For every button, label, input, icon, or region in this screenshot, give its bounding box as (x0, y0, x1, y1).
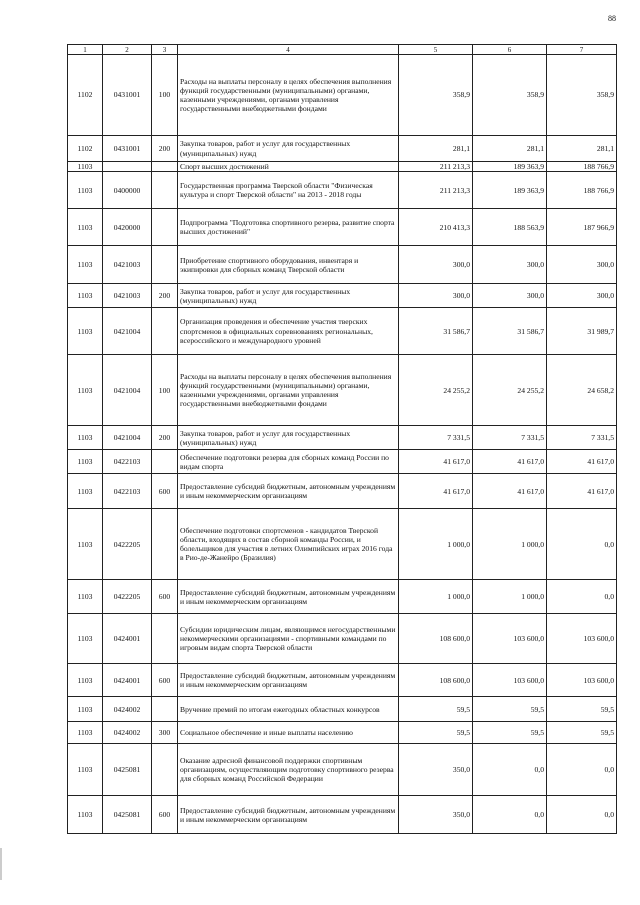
item-description: Расходы на выплаты персоналу в целях обеспечения выполнения функций государственными (муниципальными) органами, казенными учреждениями, органами управления государственными внебюджетными фондами (178, 55, 399, 136)
table-row (68, 796, 617, 834)
col-header-2: 2 (103, 45, 152, 55)
header-row (68, 45, 617, 55)
amount-col-5: 1 000,0 (399, 580, 473, 614)
amount-col-5: 350,0 (399, 744, 473, 796)
section-code: 1103 (68, 474, 103, 509)
amount-col-5: 211 213,3 (399, 172, 473, 209)
table-row (68, 509, 617, 580)
expense-type-code: 200 (152, 284, 178, 308)
expense-type-code: 600 (152, 664, 178, 697)
table-row (68, 614, 617, 664)
target-code: 0422103 (103, 450, 152, 474)
target-code: 0422205 (103, 509, 152, 580)
section-code: 1103 (68, 664, 103, 697)
amount-col-6: 0,0 (473, 796, 547, 834)
table-row (68, 55, 617, 136)
amount-col-6: 189 363,9 (473, 162, 547, 172)
amount-col-7: 300,0 (547, 284, 617, 308)
amount-col-6: 7 331,5 (473, 426, 547, 450)
amount-col-7: 103 600,0 (547, 614, 617, 664)
col-header-4: 4 (178, 45, 399, 55)
amount-col-6: 103 600,0 (473, 664, 547, 697)
section-code: 1103 (68, 308, 103, 355)
section-code: 1103 (68, 426, 103, 450)
section-code: 1103 (68, 744, 103, 796)
item-description: Организация проведения и обеспечение участия тверских спортсменов в официальных соревнованиях региональных, всероссийского и международного уровней (178, 308, 399, 355)
item-description: Предоставление субсидий бюджетным, автономным учреждениям и иным некоммерческим организациям (178, 474, 399, 509)
amount-col-5: 41 617,0 (399, 474, 473, 509)
col-header-7: 7 (547, 45, 617, 55)
item-description: Государственная программа Тверской области "Физическая культура и спорт Тверской области" на 2013 - 2018 годы (178, 172, 399, 209)
amount-col-5: 211 213,3 (399, 162, 473, 172)
expense-type-code (152, 308, 178, 355)
amount-col-6: 188 563,9 (473, 209, 547, 246)
amount-col-7: 281,1 (547, 136, 617, 162)
target-code: 0421003 (103, 284, 152, 308)
target-code: 0421004 (103, 308, 152, 355)
amount-col-7: 24 658,2 (547, 355, 617, 426)
table-row (68, 450, 617, 474)
amount-col-7: 188 766,9 (547, 172, 617, 209)
amount-col-6: 24 255,2 (473, 355, 547, 426)
item-description: Обеспечение подготовки резерва для сборных команд России по видам спорта (178, 450, 399, 474)
amount-col-6: 59,5 (473, 722, 547, 744)
amount-col-5: 281,1 (399, 136, 473, 162)
amount-col-5: 358,9 (399, 55, 473, 136)
item-description: Приобретение спортивного оборудования, инвентаря и экипировки для сборных команд Тверской области (178, 246, 399, 284)
amount-col-5: 300,0 (399, 246, 473, 284)
amount-col-6: 41 617,0 (473, 474, 547, 509)
amount-col-7: 103 600,0 (547, 664, 617, 697)
amount-col-5: 7 331,5 (399, 426, 473, 450)
amount-col-5: 31 586,7 (399, 308, 473, 355)
amount-col-5: 210 413,3 (399, 209, 473, 246)
expense-type-code: 600 (152, 796, 178, 834)
target-code: 0421004 (103, 355, 152, 426)
table-row (68, 697, 617, 722)
amount-col-6: 1 000,0 (473, 580, 547, 614)
table-row (68, 136, 617, 162)
amount-col-7: 358,9 (547, 55, 617, 136)
table-row (68, 722, 617, 744)
expense-type-code: 600 (152, 474, 178, 509)
item-description: Предоставление субсидий бюджетным, автономным учреждениям и иным некоммерческим организациям (178, 580, 399, 614)
amount-col-7: 59,5 (547, 722, 617, 744)
section-code: 1103 (68, 722, 103, 744)
expense-type-code (152, 614, 178, 664)
amount-col-6: 300,0 (473, 246, 547, 284)
section-code: 1103 (68, 355, 103, 426)
amount-col-7: 41 617,0 (547, 450, 617, 474)
table-row (68, 355, 617, 426)
amount-col-7: 41 617,0 (547, 474, 617, 509)
amount-col-6: 1 000,0 (473, 509, 547, 580)
amount-col-5: 24 255,2 (399, 355, 473, 426)
item-description: Закупка товаров, работ и услуг для государственных (муниципальных) нужд (178, 136, 399, 162)
amount-col-6: 103 600,0 (473, 614, 547, 664)
amount-col-7: 0,0 (547, 580, 617, 614)
amount-col-5: 59,5 (399, 697, 473, 722)
table-row (68, 426, 617, 450)
target-code: 0420000 (103, 209, 152, 246)
expense-type-code (152, 209, 178, 246)
section-code: 1103 (68, 450, 103, 474)
section-code: 1103 (68, 209, 103, 246)
item-description: Субсидии юридическим лицам, являющимся негосударственными некоммерческими организациями - спортивными командами по игровым видам спорта Тверской области (178, 614, 399, 664)
amount-col-6: 41 617,0 (473, 450, 547, 474)
section-code: 1103 (68, 284, 103, 308)
target-code: 0425081 (103, 796, 152, 834)
expense-type-code (152, 697, 178, 722)
amount-col-7: 59,5 (547, 697, 617, 722)
target-code: 0431001 (103, 55, 152, 136)
table-row (68, 246, 617, 284)
target-code: 0421003 (103, 246, 152, 284)
amount-col-7: 0,0 (547, 744, 617, 796)
expense-type-code (152, 450, 178, 474)
amount-col-6: 189 363,9 (473, 172, 547, 209)
table-row (68, 162, 617, 172)
amount-col-7: 31 989,7 (547, 308, 617, 355)
target-code: 0424001 (103, 614, 152, 664)
amount-col-6: 300,0 (473, 284, 547, 308)
section-code: 1103 (68, 172, 103, 209)
item-description: Закупка товаров, работ и услуг для государственных (муниципальных) нужд (178, 426, 399, 450)
table-row (68, 209, 617, 246)
amount-col-7: 0,0 (547, 509, 617, 580)
amount-col-6: 281,1 (473, 136, 547, 162)
target-code: 0424002 (103, 697, 152, 722)
target-code (103, 162, 152, 172)
item-description: Предоставление субсидий бюджетным, автономным учреждениям и иным некоммерческим организациям (178, 664, 399, 697)
target-code: 0421004 (103, 426, 152, 450)
table-row (68, 474, 617, 509)
target-code: 0431001 (103, 136, 152, 162)
item-description: Социальное обеспечение и иные выплаты населению (178, 722, 399, 744)
scan-edge-mark (0, 848, 2, 880)
amount-col-7: 187 966,9 (547, 209, 617, 246)
expense-type-code: 600 (152, 580, 178, 614)
item-description: Обеспечение подготовки спортсменов - кандидатов Тверской области, входящих в состав сборной команды России, и болельщиков для участия в летних Олимпийских играх 2016 года в Рио-де-Жанейро (Бразилия) (178, 509, 399, 580)
amount-col-6: 59,5 (473, 697, 547, 722)
section-code: 1103 (68, 509, 103, 580)
expense-type-code (152, 509, 178, 580)
amount-col-5: 300,0 (399, 284, 473, 308)
item-description: Подпрограмма "Подготовка спортивного резерва, развитие спорта высших достижений" (178, 209, 399, 246)
section-code: 1103 (68, 246, 103, 284)
amount-col-5: 41 617,0 (399, 450, 473, 474)
amount-col-5: 108 600,0 (399, 664, 473, 697)
section-code: 1102 (68, 136, 103, 162)
col-header-1: 1 (68, 45, 103, 55)
amount-col-7: 188 766,9 (547, 162, 617, 172)
table-row (68, 580, 617, 614)
table-row (68, 284, 617, 308)
table-row (68, 308, 617, 355)
col-header-6: 6 (473, 45, 547, 55)
expense-type-code: 200 (152, 426, 178, 450)
expense-type-code (152, 172, 178, 209)
expense-type-code: 200 (152, 136, 178, 162)
item-description: Спорт высших достижений (178, 162, 399, 172)
item-description: Предоставление субсидий бюджетным, автономным учреждениям и иным некоммерческим организациям (178, 796, 399, 834)
expense-type-code: 100 (152, 55, 178, 136)
item-description: Вручение премий по итогам ежегодных областных конкурсов (178, 697, 399, 722)
page-number: 88 (608, 14, 616, 23)
amount-col-7: 7 331,5 (547, 426, 617, 450)
section-code: 1103 (68, 614, 103, 664)
amount-col-6: 31 586,7 (473, 308, 547, 355)
budget-table (67, 44, 617, 834)
expense-type-code: 100 (152, 355, 178, 426)
amount-col-5: 350,0 (399, 796, 473, 834)
target-code: 0422103 (103, 474, 152, 509)
amount-col-5: 59,5 (399, 722, 473, 744)
section-code: 1103 (68, 162, 103, 172)
item-description: Закупка товаров, работ и услуг для государственных (муниципальных) нужд (178, 284, 399, 308)
section-code: 1103 (68, 580, 103, 614)
item-description: Расходы на выплаты персоналу в целях обеспечения выполнения функций государственными (муниципальными) органами, казенными учреждениями, органами управления государственными внебюджетными фондами (178, 355, 399, 426)
amount-col-7: 300,0 (547, 246, 617, 284)
expense-type-code (152, 162, 178, 172)
expense-type-code (152, 246, 178, 284)
col-header-3: 3 (152, 45, 178, 55)
target-code: 0400000 (103, 172, 152, 209)
table-row (68, 664, 617, 697)
target-code: 0422205 (103, 580, 152, 614)
expense-type-code (152, 744, 178, 796)
table-row (68, 744, 617, 796)
item-description: Оказание адресной финансовой поддержки спортивным организациям, осуществляющим подготовку спортивного резерва для сборных команд Российской Федерации (178, 744, 399, 796)
amount-col-5: 108 600,0 (399, 614, 473, 664)
amount-col-5: 1 000,0 (399, 509, 473, 580)
amount-col-6: 0,0 (473, 744, 547, 796)
target-code: 0425081 (103, 744, 152, 796)
amount-col-6: 358,9 (473, 55, 547, 136)
target-code: 0424001 (103, 664, 152, 697)
section-code: 1103 (68, 796, 103, 834)
table-row (68, 172, 617, 209)
expense-type-code: 300 (152, 722, 178, 744)
target-code: 0424002 (103, 722, 152, 744)
section-code: 1103 (68, 697, 103, 722)
amount-col-7: 0,0 (547, 796, 617, 834)
col-header-5: 5 (399, 45, 473, 55)
section-code: 1102 (68, 55, 103, 136)
